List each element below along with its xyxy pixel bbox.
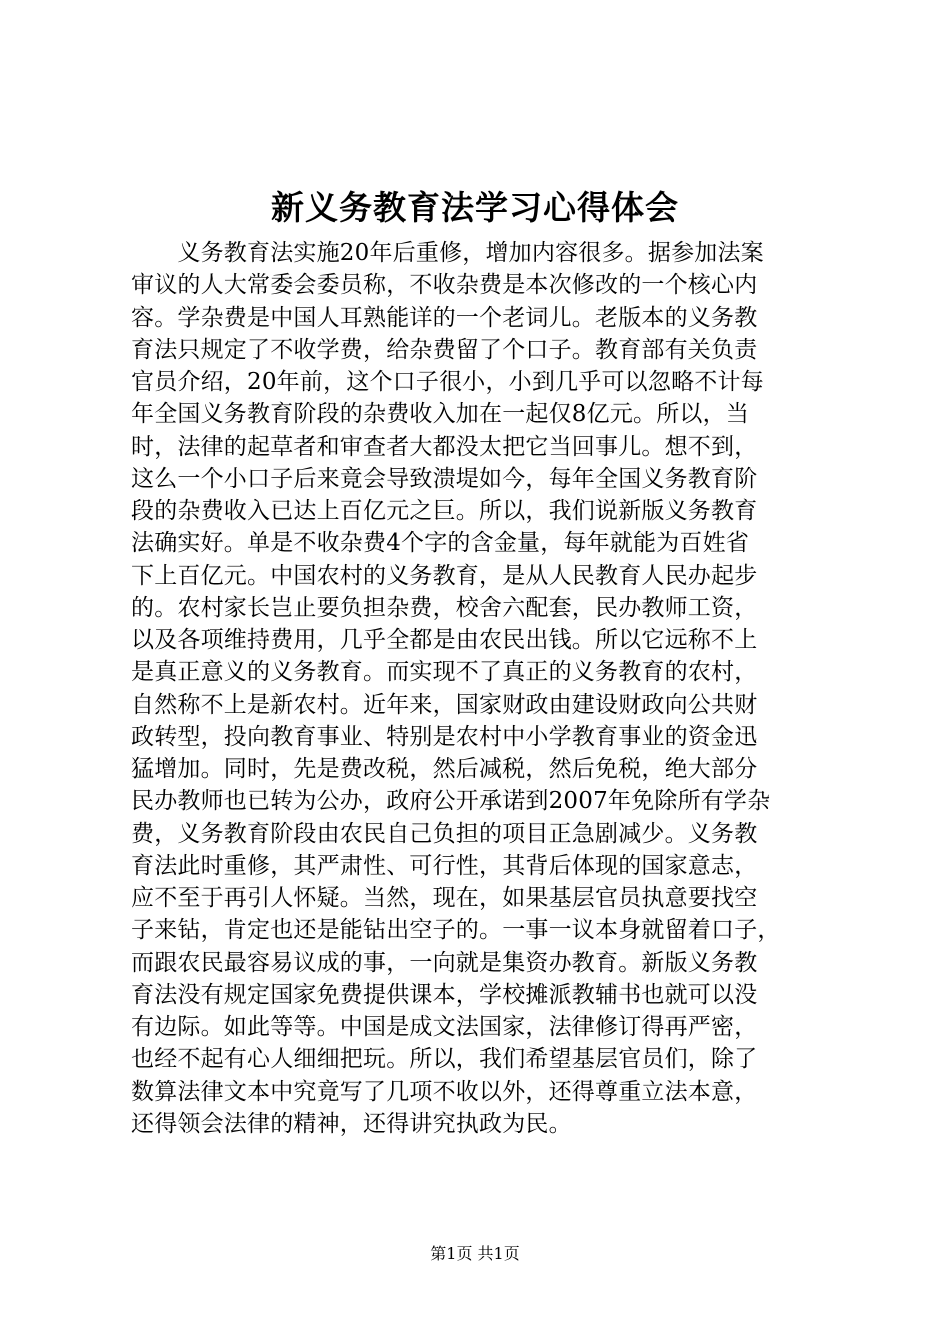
body-line: 猛增加。同时，先是费改税，然后减税，然后免税，绝大部分: [131, 756, 758, 782]
body-line: 这么一个小口子后来竟会导致溃堤如今，每年全国义务教育阶: [131, 465, 758, 492]
document-title: 新义务教育法学习心得体会: [271, 188, 679, 227]
body-line: 育法只规定了不收学费，给杂费留了个口子。教育部有关负责: [131, 336, 758, 363]
body-line: 数算法律文本中究竟写了几项不收以外，还得尊重立法本意，: [131, 1078, 758, 1105]
body-line: 审议的人大常委会委员称，不收杂费是本次修改的一个核心内: [131, 272, 758, 299]
body-line: 而跟农民最容易议成的事，一向就是集资办教育。新版义务教: [131, 949, 758, 976]
body-line: 段的杂费收入已达上百亿元之巨。所以，我们说新版义务教育: [131, 498, 758, 524]
body-line: 年全国义务教育阶段的杂费收入加在一起仅8亿元。所以，当: [131, 401, 750, 428]
body-line: 义务教育法实施20年后重修，增加内容很多。据参加法案: [131, 240, 764, 266]
body-line: 下上百亿元。中国农村的义务教育，是从人民教育人民办起步: [131, 562, 758, 589]
body-line: 还得领会法律的精神，还得讲究执政为民。: [131, 1110, 572, 1137]
body-line: 民办教师也已转为公办，政府公开承诺到2007年免除所有学杂: [131, 788, 771, 815]
body-line: 政转型，投向教育事业、特别是农村中小学教育事业的资金迅: [131, 723, 758, 750]
body-line: 法确实好。单是不收杂费4个字的含金量，每年就能为百姓省: [131, 530, 750, 557]
body-line: 的。农村家长岂止要负担杂费，校舍六配套，民办教师工资，: [131, 594, 758, 621]
body-line: 子来钻，肯定也还是能钻出空子的。一事一议本身就留着口子，: [131, 917, 781, 944]
body-line: 育法没有规定国家免费提供课本，学校摊派教辅书也就可以没: [131, 981, 758, 1008]
body-line: 是真正意义的义务教育。而实现不了真正的义务教育的农村，: [131, 659, 758, 686]
body-line: 容。学杂费是中国人耳熟能详的一个老词儿。老版本的义务教: [131, 304, 758, 331]
body-line: 育法此时重修，其严肃性、可行性，其背后体现的国家意志，: [131, 852, 758, 879]
body-line: 自然称不上是新农村。近年来，国家财政由建设财政向公共财: [131, 691, 758, 718]
document-body: [131, 237, 831, 1140]
body-line: 有边际。如此等等。中国是成文法国家，法律修订得再严密，: [131, 1014, 758, 1040]
body-line: 费，义务教育阶段由农民自己负担的项目正急剧减少。义务教: [131, 820, 758, 847]
body-line: 应不至于再引人怀疑。当然，现在，如果基层官员执意要找空: [131, 885, 758, 911]
body-line: 以及各项维持费用，几乎全都是由农民出钱。所以它远称不上: [131, 627, 758, 653]
body-line: 官员介绍，20年前，这个口子很小，小到几乎可以忽略不计每: [131, 369, 764, 395]
body-line: 也经不起有心人细细把玩。所以，我们希望基层官员们，除了: [131, 1046, 758, 1073]
body-line: 时，法律的起草者和审查者大都没太把它当回事儿。想不到，: [131, 433, 758, 460]
page-footer: 第1页 共1页: [430, 1244, 520, 1263]
